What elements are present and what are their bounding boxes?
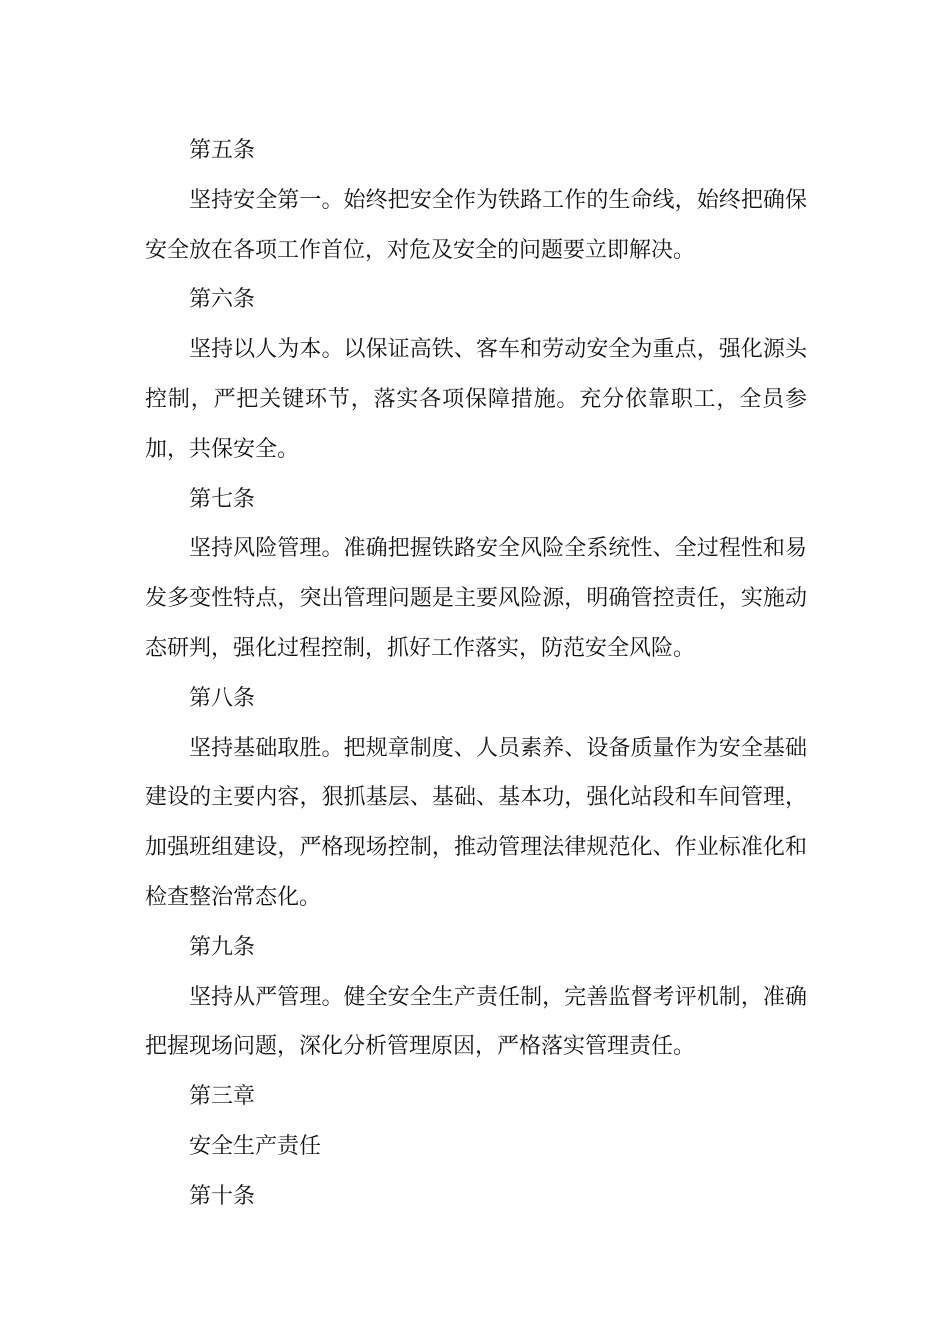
- article-6-body: 坚持以人为本。以保证高铁、客车和劳动安全为重点，强化源头控制，严把关键环节，落实各项保障措施。充分依靠职工，全员参加，共保安全。: [145, 337, 807, 462]
- chapter-3-title: 安全生产责任: [189, 1133, 322, 1159]
- article-5-body: 坚持安全第一。始终把安全作为铁路工作的生命线，始终把确保安全放在各项工作首位，对危及安全的问题要立即解决。: [145, 187, 807, 263]
- article-6-heading: 第六条: [189, 287, 256, 313]
- article-9-heading: 第九条: [189, 934, 256, 960]
- article-8-body: 坚持基础取胜。把规章制度、人员素养、设备质量作为安全基础建设的主要内容，狠抓基层、基础、基本功，强化站段和车间管理，加强班组建设，严格现场控制，推动管理法律规范化、作业标准化和检查整治常态化。: [145, 735, 807, 910]
- article-9-body: 坚持从严管理。健全安全生产责任制，完善监督考评机制，准确把握现场问题，深化分析管理原因，严格落实管理责任。: [145, 984, 807, 1060]
- article-10-heading: 第十条: [189, 1183, 256, 1209]
- article-5-heading: 第五条: [189, 138, 256, 163]
- article-8-heading: 第八条: [189, 685, 256, 711]
- article-7-body: 坚持风险管理。准确把握铁路安全风险全系统性、全过程性和易发多变性特点，突出管理问题是主要风险源，明确管控责任，实施动态研判，强化过程控制，抓好工作落实，防范安全风险。: [145, 536, 807, 661]
- article-7-heading: 第七条: [189, 486, 256, 512]
- document-page: [145, 126, 807, 1222]
- chapter-3-heading: 第三章: [189, 1084, 256, 1110]
